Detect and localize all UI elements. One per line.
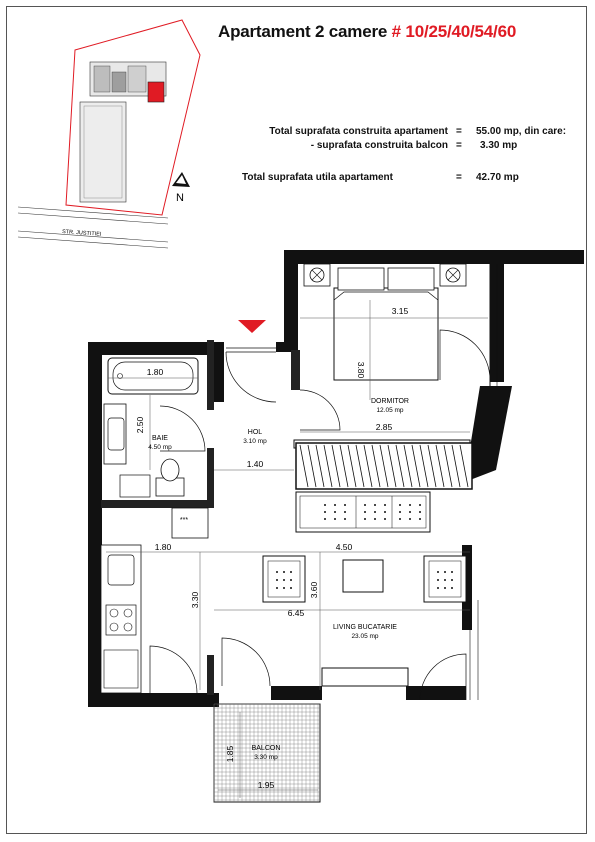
room-area-living: 23.05 mp — [351, 633, 379, 640]
dim-bedroom-width: 2.85 — [375, 422, 393, 432]
constructed-area-label: Total suprafata construita apartament — [269, 126, 448, 137]
room-area-dormitor: 12.05 mp — [376, 407, 404, 414]
sink-counter — [104, 404, 126, 464]
entrance-door — [226, 352, 276, 402]
room-name-baie: BAIE — [152, 435, 168, 442]
living-furniture — [222, 492, 478, 700]
equals-sign: = — [456, 172, 462, 183]
room-name-dormitor: DORMITOR — [371, 398, 409, 405]
dim-balcony-depth: 1.85 — [225, 745, 235, 763]
equals-sign: = — [456, 126, 462, 137]
diagonal-wall — [468, 386, 512, 480]
pillow — [388, 268, 434, 290]
entrance-marker-icon — [238, 320, 266, 333]
bathroom-fixtures — [104, 358, 205, 497]
room-area-hol: 3.10 mp — [243, 438, 267, 445]
storage-label: *** — [179, 517, 189, 524]
apartment-highlight — [148, 82, 164, 102]
dim-hall-width: 1.40 — [246, 459, 264, 469]
dim-bedroom-depth: 3.80 — [356, 361, 366, 379]
toilet-icon — [161, 459, 179, 481]
usable-area-label: Total suprafata utila apartament — [242, 172, 393, 183]
dim-kitchen-width: 1.80 — [154, 542, 172, 552]
kitchen-counter — [101, 545, 141, 693]
site-plan — [18, 20, 200, 248]
coffee-table — [343, 560, 383, 592]
dim-living-depth: 3.60 — [309, 581, 319, 599]
room-name-balcon: BALCON — [251, 745, 281, 752]
dim-bed-width: 3.15 — [391, 306, 409, 316]
apartment-numbers: # 10/25/40/54/60 — [391, 22, 517, 41]
floor-plan — [88, 250, 584, 802]
balcony-area-label: - suprafata construita balcon — [310, 140, 448, 151]
balcony-area-value: 3.30 mp — [480, 140, 518, 151]
bedroom-balcony-door — [440, 330, 490, 380]
north-label: N — [176, 192, 184, 204]
room-area-baie: 4.50 mp — [148, 444, 172, 451]
living-door — [150, 646, 197, 693]
street-label: STR. JUSTITIEI — [61, 229, 102, 238]
dim-living-total-width: 6.45 — [287, 608, 305, 618]
washing-machine — [120, 475, 150, 497]
bedroom-door — [300, 390, 340, 430]
storage-closet — [172, 508, 208, 538]
constructed-area-value: 55.00 mp, din care: — [476, 126, 567, 137]
room-name-hol: HOL — [247, 429, 263, 436]
dim-kitchen-depth: 3.30 — [190, 591, 200, 609]
room-name-living: LIVING BUCATARIE — [333, 624, 397, 631]
wardrobe — [296, 443, 472, 489]
dim-living-width: 4.50 — [335, 542, 353, 552]
equals-sign: = — [456, 140, 462, 151]
room-area-balcon: 3.30 mp — [254, 754, 278, 761]
dim-balcony-width: 1.95 — [257, 780, 275, 790]
title-text: Apartament 2 camere — [218, 22, 388, 41]
usable-area-value: 42.70 mp — [476, 172, 519, 183]
double-bed — [304, 264, 466, 380]
balcony-door — [222, 638, 270, 686]
tv-unit — [322, 668, 408, 686]
dim-bath-width: 1.80 — [146, 367, 164, 377]
pillow — [338, 268, 384, 290]
kitchen-fixtures — [101, 545, 197, 693]
building-block-south — [80, 102, 126, 202]
dim-bath-depth: 2.50 — [135, 416, 145, 434]
